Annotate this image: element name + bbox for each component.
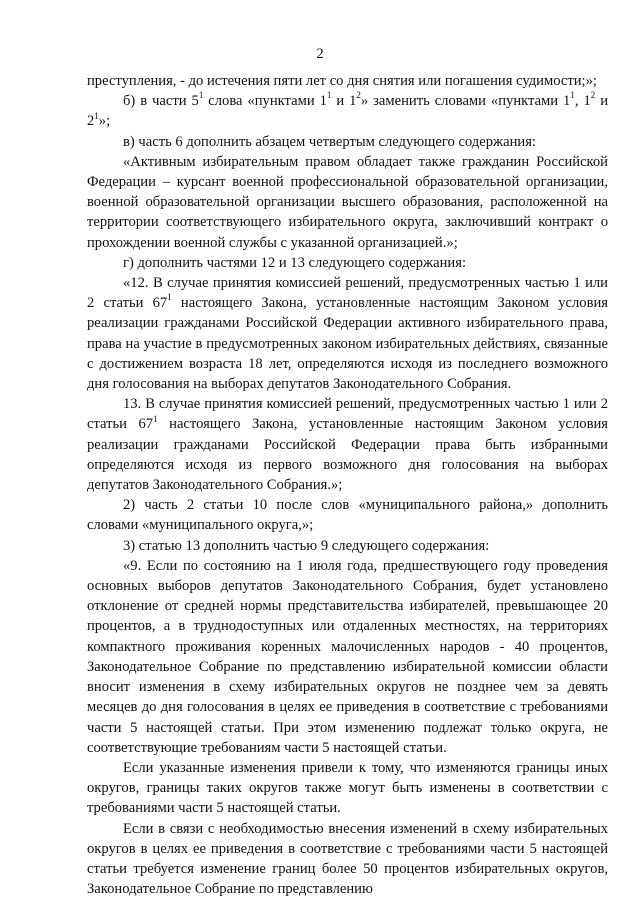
- text-run: Если в связи с необходимостью внесения изменений в схему избирательных округов в целях ее приведения в соответствие с требованиями части 5 настоящей статьи требуется изменение границ более 50 процентов избирательных округов, Законодательное Собрание по представлению: [87, 820, 608, 898]
- text-run: «12. В случае принятия комиссией решений, предусмотренных частью 1 или 2 статьи 67: [87, 275, 608, 312]
- paragraph: [87, 495, 608, 535]
- page-number: 2: [316, 46, 324, 62]
- superscript: 1: [326, 90, 332, 101]
- paragraph: [87, 394, 608, 495]
- paragraph: [87, 819, 608, 900]
- paragraph: [87, 132, 608, 152]
- superscript: 1: [198, 90, 204, 101]
- text-run: »;: [98, 113, 111, 130]
- text-run: г) дополнить частями 12 и 13 следующего содержания:: [123, 254, 466, 271]
- text-run: Если указанные изменения привели к тому, что изменяются границы иных округов, границы таких округов также могут быть изменены в соответствии с требованиями части 5 настоящей статьи.: [87, 759, 608, 817]
- superscript: 2: [590, 90, 596, 101]
- text-run: «9. Если по состоянию на 1 июля года, предшествующего году проведения основных выборов депутатов Законодательного Собрания, будет установлено отклонение от средней нормы представительства избирателей, превышающее 20 процентов, а в труднодоступных или отдаленных местностях, на территориях компактного проживания коренных малочисленных народов - 40 процентов, Законодательное Собрание по представлению избирательной комиссии области вносит изменения в схему избирательных округов не позднее чем за девять месяцев до дня голосования в целях ее приведения в соответствие с требованиями части 5 настоящей статьи. При этом изменению подлежат только округа, не соответствующие требованиям части 5 настоящей статьи.: [87, 557, 608, 756]
- text-run: и 2: [87, 93, 609, 130]
- text-run: 13. В случае принятия комиссией решений, предусмотренных частью 1 или 2 статьи 67: [87, 396, 608, 433]
- text-run: настоящего Закона, установленные настоящим Законом условия реализации гражданами Российской Федерации активного избирательного права, права на участие в предусмотренных законом избирательных действиях, связанные с достижением возраста 18 лет, определяются исходя из последнего возможного дня голосования на выборах депутатов Законодательного Собрания.: [87, 295, 608, 393]
- text-run: «Активным избирательным правом обладает также гражданин Российской Федерации – курсант военной профессиональной образовательной организации, военной образовательной организации высшего образования, расположенной на территории соответствующего избирательного округа, заключивший контракт о прохождении военной службы с указанной организацией.»;: [87, 153, 608, 251]
- superscript: 1: [570, 90, 575, 101]
- paragraph: [87, 91, 608, 131]
- superscript: 1: [94, 110, 99, 121]
- text-run: 3) статью 13 дополнить частью 9 следующего содержания:: [123, 537, 490, 554]
- text-run: настоящего Закона, установленные настоящим Законом условия реализации гражданами Российской Федерации права быть избранными определяются исходя из первого возможного дня голосования на выборах депутатов Законодательного Собрания.»;: [87, 416, 608, 494]
- paragraph: [87, 71, 608, 91]
- paragraph: [87, 556, 608, 758]
- superscript: 1: [167, 292, 172, 303]
- text-run: 2) часть 2 статьи 10 после слов «муниципального района,» дополнить словами «муниципального округа,»;: [87, 497, 608, 534]
- text-run: » заменить словами «пунктами 1: [360, 93, 571, 110]
- text-run: , 1: [574, 93, 591, 110]
- document-body: [87, 71, 608, 899]
- superscript: 2: [356, 90, 361, 101]
- paragraph: [87, 536, 608, 556]
- text-run: преступления, - до истечения пяти лет со дня снятия или погашения судимости;»;: [87, 73, 597, 89]
- paragraph: [87, 273, 608, 394]
- text-run: в) часть 6 дополнить абзацем четвертым следующего содержания:: [123, 133, 536, 150]
- superscript: 1: [153, 413, 158, 424]
- text-run: слова «пунктами 1: [203, 93, 327, 110]
- paragraph: [87, 253, 608, 273]
- paragraph: [87, 152, 608, 253]
- paragraph: [87, 758, 608, 819]
- text-run: б) в части 5: [123, 93, 199, 110]
- text-run: и 1: [331, 93, 357, 110]
